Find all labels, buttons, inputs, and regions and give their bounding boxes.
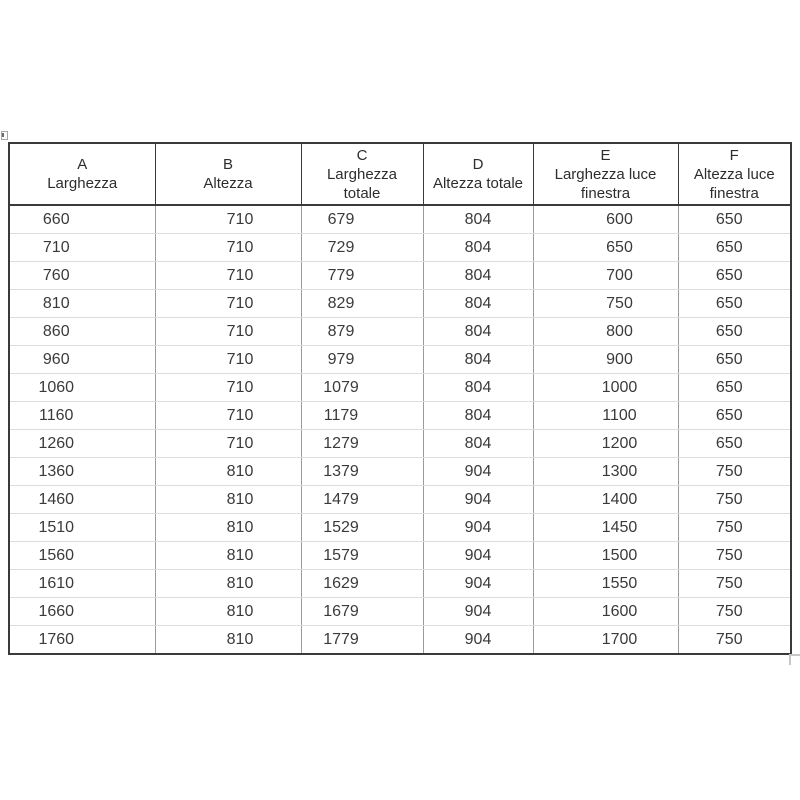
table-cell: 1550 [533,570,678,598]
column-header-line: E [600,146,611,164]
table-row [9,402,791,430]
table-cell: 860 [9,318,155,346]
column-header-line: C [356,146,368,164]
table-cell: 1379 [301,458,423,486]
table-cell: 750 [678,570,791,598]
table-cell: 710 [155,290,301,318]
table-cell: 710 [155,346,301,374]
table-cell: 1760 [9,626,155,655]
table-cell: 710 [155,262,301,290]
column-header-line: Altezza [203,175,253,192]
table-cell: 979 [301,346,423,374]
table-cell: 1479 [301,486,423,514]
table-cell: 904 [423,514,533,542]
table-cell: 760 [9,262,155,290]
table-cell: 600 [533,205,678,234]
table-cell: 750 [678,598,791,626]
table-cell: 750 [678,514,791,542]
table-row [9,570,791,598]
table-row [9,458,791,486]
column-header-line: Altezza luce [693,165,775,183]
table-row [9,374,791,402]
table-cell: 750 [678,458,791,486]
table-cell: 1000 [533,374,678,402]
table-cell: 1179 [301,402,423,430]
table-row [9,598,791,626]
column-header-line: Larghezza [326,165,398,183]
table-cell: 1279 [301,430,423,458]
table-cell: 1679 [301,598,423,626]
table-row [9,514,791,542]
table-cell: 879 [301,318,423,346]
column-header-c [301,143,423,205]
table-row [9,486,791,514]
table-cell: 960 [9,346,155,374]
table-row [9,290,791,318]
table-row [9,205,791,234]
table-cell: 710 [155,430,301,458]
table-cell: 650 [678,318,791,346]
table-cell: 1450 [533,514,678,542]
table-cell: 810 [155,542,301,570]
table-cell: 1079 [301,374,423,402]
table-cell: 1160 [9,402,155,430]
table-cell: 804 [423,346,533,374]
table-cell: 904 [423,570,533,598]
column-header-a [9,143,155,205]
table-row [9,542,791,570]
table-cell: 750 [678,626,791,655]
table-cell: 804 [423,318,533,346]
table-cell: 1629 [301,570,423,598]
column-header-b [155,143,301,205]
table-row [9,234,791,262]
table-cell: 1579 [301,542,423,570]
table-cell: 1100 [533,402,678,430]
table-cell: 810 [155,486,301,514]
table-cell: 1660 [9,598,155,626]
object-anchor-icon [1,131,8,140]
table-cell: 650 [678,374,791,402]
column-header-line: Larghezza [47,175,118,192]
table-cell: 804 [423,430,533,458]
table-cell: 1779 [301,626,423,655]
table-cell: 904 [423,486,533,514]
table-cell: 1510 [9,514,155,542]
table-cell: 810 [155,458,301,486]
table-cell: 804 [423,374,533,402]
table-cell: 1700 [533,626,678,655]
table-cell: 710 [155,374,301,402]
table-cell: 804 [423,290,533,318]
table-cell: 804 [423,262,533,290]
column-header-d [423,143,533,205]
column-header-line: Larghezza luce [554,165,657,183]
table-row [9,346,791,374]
table-cell: 900 [533,346,678,374]
table-cell: 1200 [533,430,678,458]
column-header-line: finestra [580,184,631,202]
table-cell: 810 [155,570,301,598]
table-cell: 650 [678,402,791,430]
table-cell: 1500 [533,542,678,570]
table-cell: 800 [533,318,678,346]
column-header-f [678,143,791,205]
table-cell: 904 [423,626,533,655]
column-header-e [533,143,678,205]
table-cell: 810 [155,598,301,626]
table-row [9,262,791,290]
table-cell: 650 [678,290,791,318]
table-row [9,430,791,458]
table-cell: 710 [9,234,155,262]
table-body [9,205,791,654]
table-cell: 1260 [9,430,155,458]
table-header-row [9,143,791,205]
column-header-line: F [729,146,739,164]
table-cell: 750 [678,542,791,570]
table-cell: 810 [155,626,301,655]
table-cell: 779 [301,262,423,290]
column-header-line: D [472,156,484,173]
table-cell: 1300 [533,458,678,486]
table-row [9,318,791,346]
table-cell: 804 [423,402,533,430]
table-cell: 904 [423,542,533,570]
column-header-line: totale [343,184,381,202]
table-cell: 1560 [9,542,155,570]
table-cell: 1400 [533,486,678,514]
table-cell: 710 [155,234,301,262]
table-cell: 700 [533,262,678,290]
table-cell: 679 [301,205,423,234]
table-cell: 804 [423,234,533,262]
table-cell: 1360 [9,458,155,486]
table-cell: 650 [678,205,791,234]
table-cell: 1460 [9,486,155,514]
table-cell: 750 [678,486,791,514]
table-cell: 829 [301,290,423,318]
table-cell: 1600 [533,598,678,626]
table-resize-handle-icon[interactable] [789,654,800,665]
column-header-line: A [77,156,88,173]
column-header-line: finestra [709,184,759,202]
spec-table [8,142,792,655]
column-header-line: Altezza totale [432,175,524,192]
table-cell: 650 [678,346,791,374]
table-cell: 710 [155,205,301,234]
table-cell: 660 [9,205,155,234]
table-cell: 710 [155,318,301,346]
column-header-line: B [222,156,233,173]
table-cell: 1529 [301,514,423,542]
table-cell: 650 [533,234,678,262]
table-cell: 904 [423,458,533,486]
table-cell: 810 [155,514,301,542]
table-cell: 710 [155,402,301,430]
table-cell: 1060 [9,374,155,402]
table-cell: 904 [423,598,533,626]
table-cell: 750 [533,290,678,318]
table-cell: 1610 [9,570,155,598]
table-row [9,626,791,655]
table-cell: 650 [678,262,791,290]
table-cell: 729 [301,234,423,262]
table-cell: 810 [9,290,155,318]
table-cell: 804 [423,205,533,234]
table-cell: 650 [678,430,791,458]
table-cell: 650 [678,234,791,262]
